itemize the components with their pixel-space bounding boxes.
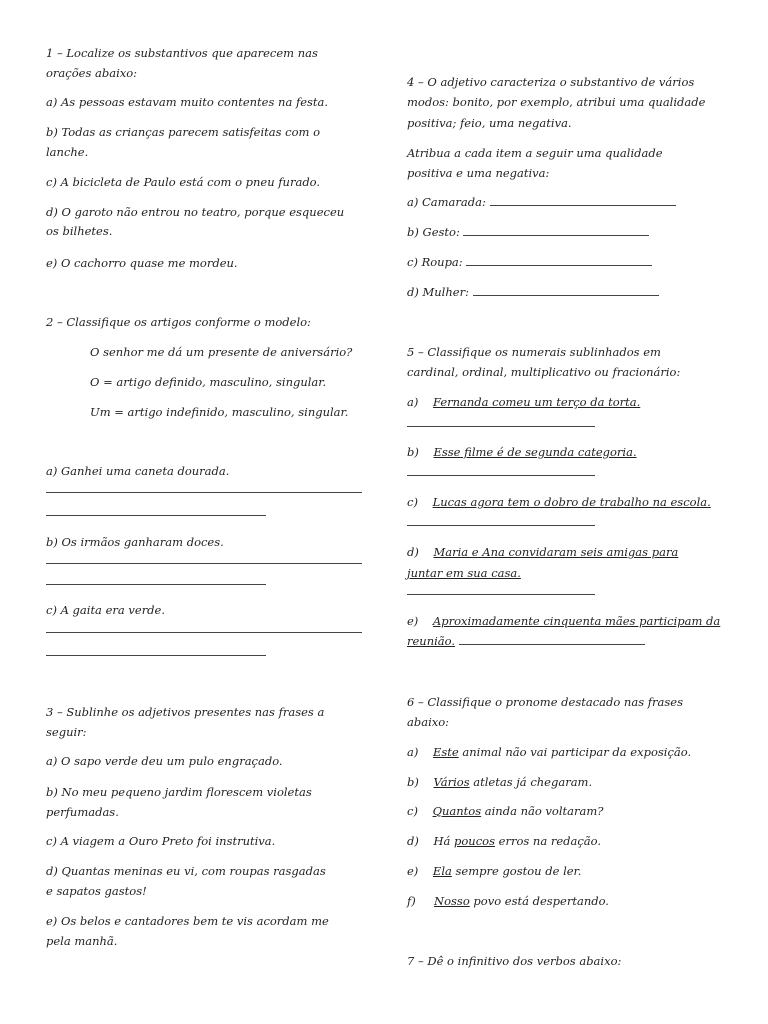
q1-item-c: c) A bicicleta de Paulo está com o pneu furado.	[46, 175, 321, 189]
q6-item-c-marker: c)	[407, 804, 433, 818]
q4-instruction-line1: Atribua a cada item a seguir uma qualidade	[407, 146, 663, 160]
answer-line[interactable]	[407, 426, 595, 427]
answer-line[interactable]	[463, 225, 649, 236]
q4-instruction-line2: positiva e uma negativa:	[407, 166, 550, 180]
q3-item-d-line2: e sapatos gastos!	[46, 884, 147, 898]
q6-item-b-rest: atletas já chegaram.	[469, 775, 593, 789]
q1-item-b-line2: lanche.	[46, 145, 89, 159]
q1-item-d-line2: os bilhetes.	[46, 224, 113, 238]
q3-item-c: c) A viagem a Ouro Preto foi instrutiva.	[46, 834, 276, 848]
q4-item-a	[407, 195, 676, 209]
q6-item-a-rest: animal não vai participar da exposição.	[458, 745, 692, 759]
answer-line[interactable]	[407, 594, 595, 595]
q5-item-b-marker: b)	[407, 445, 434, 459]
q4-item-b	[407, 225, 649, 239]
q4-item-d-label: d) Mulher:	[407, 285, 469, 299]
answer-line[interactable]	[466, 255, 652, 266]
q6-item-f	[407, 894, 609, 908]
q5-item-c-marker: c)	[407, 495, 433, 509]
q3-item-d-line1: d) Quantas meninas eu vi, com roupas rasgadas	[46, 864, 326, 878]
q5-item-c-text: Lucas agora tem o dobro de trabalho na escola.	[432, 495, 711, 509]
q6-item-d-pronoun: poucos	[454, 834, 495, 848]
q6-item-c-pronoun: Quantos	[432, 804, 482, 818]
q4-item-b-label: b) Gesto:	[407, 225, 460, 239]
q5-item-d-text: Maria e Ana convidaram seis amigas para	[433, 545, 679, 559]
q6-item-f-pronoun: Nosso	[434, 894, 470, 908]
q2-item-b: b) Os irmãos ganharam doces.	[46, 535, 224, 549]
q6-item-e-marker: e)	[407, 864, 433, 878]
q2-item-c: c) A gaita era verde.	[46, 603, 166, 617]
q6-item-e-rest: sempre gostou de ler.	[451, 864, 582, 878]
q4-title-line2: modos: bonito, por exemplo, atribui uma qualidade	[407, 95, 706, 109]
q6-item-a	[407, 745, 691, 759]
q6-item-d-marker: d) Há	[407, 834, 455, 848]
q3-title-line1: 3 – Sublinhe os adjetivos presentes nas frases a	[46, 705, 325, 719]
q1-title-line2: orações abaixo:	[46, 66, 138, 80]
q4-item-d	[407, 285, 659, 299]
q3-title-line2: seguir:	[46, 725, 87, 739]
q6-title-line1: 6 – Classifique o pronome destacado nas frases	[407, 695, 683, 709]
q6-item-b-marker: b)	[407, 775, 434, 789]
q6-item-a-pronoun: Este	[432, 745, 459, 759]
answer-line[interactable]	[46, 492, 362, 493]
q6-item-b	[407, 775, 592, 789]
q1-item-a: a) As pessoas estavam muito contentes na festa.	[46, 95, 329, 109]
q2-model-sentence: O senhor me dá um presente de aniversário?	[90, 345, 353, 359]
q1-item-b-line1: b) Todas as crianças parecem satisfeitas com o	[46, 125, 321, 139]
answer-line[interactable]	[407, 525, 595, 526]
answer-line[interactable]	[407, 475, 595, 476]
answer-line[interactable]	[46, 563, 362, 564]
answer-line[interactable]	[473, 285, 659, 296]
q5-item-d-text-cont: juntar em sua casa.	[407, 566, 521, 580]
q4-item-c-label: c) Roupa:	[407, 255, 463, 269]
q1-item-e: e) O cachorro quase me mordeu.	[46, 256, 238, 270]
q1-title-line1: 1 – Localize os substantivos que aparecem nas	[46, 46, 318, 60]
q3-item-b-line2: perfumadas.	[46, 805, 119, 819]
q6-item-c	[407, 804, 603, 818]
q5-item-c	[407, 495, 711, 509]
q7-title: 7 – Dê o infinitivo dos verbos abaixo:	[407, 954, 622, 968]
q6-item-f-rest: povo está despertando.	[469, 894, 609, 908]
q5-item-b	[407, 445, 637, 459]
q5-item-e-text: Aproximadamente cinquenta mães participam da	[432, 614, 721, 628]
q3-item-a: a) O sapo verde deu um pulo engraçado.	[46, 754, 283, 768]
answer-line[interactable]	[46, 584, 266, 585]
q2-title: 2 – Classifique os artigos conforme o modelo:	[46, 315, 311, 329]
q5-item-a	[407, 395, 640, 409]
q3-item-e-line2: pela manhã.	[46, 934, 118, 948]
q4-title-line3: positiva; feio, uma negativa.	[407, 116, 572, 130]
q5-item-a-marker: a)	[407, 395, 433, 409]
q3-item-b-line1: b) No meu pequeno jardim florescem violetas	[46, 785, 312, 799]
q6-item-e-pronoun: Ela	[432, 864, 452, 878]
q5-item-d-marker: d)	[407, 545, 434, 559]
q1-item-d-line1: d) O garoto não entrou no teatro, porque esqueceu	[46, 205, 345, 219]
q2-model-um: Um = artigo indefinido, masculino, singular.	[90, 405, 349, 419]
q6-title-line2: abaixo:	[407, 715, 450, 729]
q4-item-a-label: a) Camarada:	[407, 195, 486, 209]
q6-item-f-marker: f)	[407, 894, 435, 908]
q5-item-a-text: Fernanda comeu um terço da torta.	[432, 395, 641, 409]
answer-line[interactable]	[46, 632, 362, 633]
answer-line[interactable]	[490, 195, 676, 206]
q2-model-o: O = artigo definido, masculino, singular.	[90, 375, 327, 389]
q5-item-e-marker: e)	[407, 614, 433, 628]
q5-item-e-line2	[407, 634, 645, 648]
q4-title-line1: 4 – O adjetivo caracteriza o substantivo de vários	[407, 75, 695, 89]
q5-item-e-line1	[407, 614, 720, 628]
q6-item-b-pronoun: Vários	[433, 775, 470, 789]
answer-line[interactable]	[46, 515, 266, 516]
q6-item-d-rest: erros na redação.	[494, 834, 602, 848]
answer-line[interactable]	[459, 634, 645, 645]
q6-item-a-marker: a)	[407, 745, 433, 759]
answer-line[interactable]	[46, 655, 266, 656]
q5-item-b-text: Esse filme é de segunda categoria.	[433, 445, 637, 459]
q5-item-d-line2	[407, 566, 521, 580]
q5-item-e-text-cont: reunião.	[407, 634, 456, 648]
q6-item-e	[407, 864, 581, 878]
q5-title-line2: cardinal, ordinal, multiplicativo ou fracionário:	[407, 365, 681, 379]
q2-item-a: a) Ganhei uma caneta dourada.	[46, 464, 230, 478]
q3-item-e-line1: e) Os belos e cantadores bem te vis acordam me	[46, 914, 329, 928]
q5-item-d-line1	[407, 545, 678, 559]
q6-item-d	[407, 834, 601, 848]
q5-title-line1: 5 – Classifique os numerais sublinhados em	[407, 345, 661, 359]
q4-item-c	[407, 255, 652, 269]
q6-item-c-rest: ainda não voltaram?	[481, 804, 604, 818]
